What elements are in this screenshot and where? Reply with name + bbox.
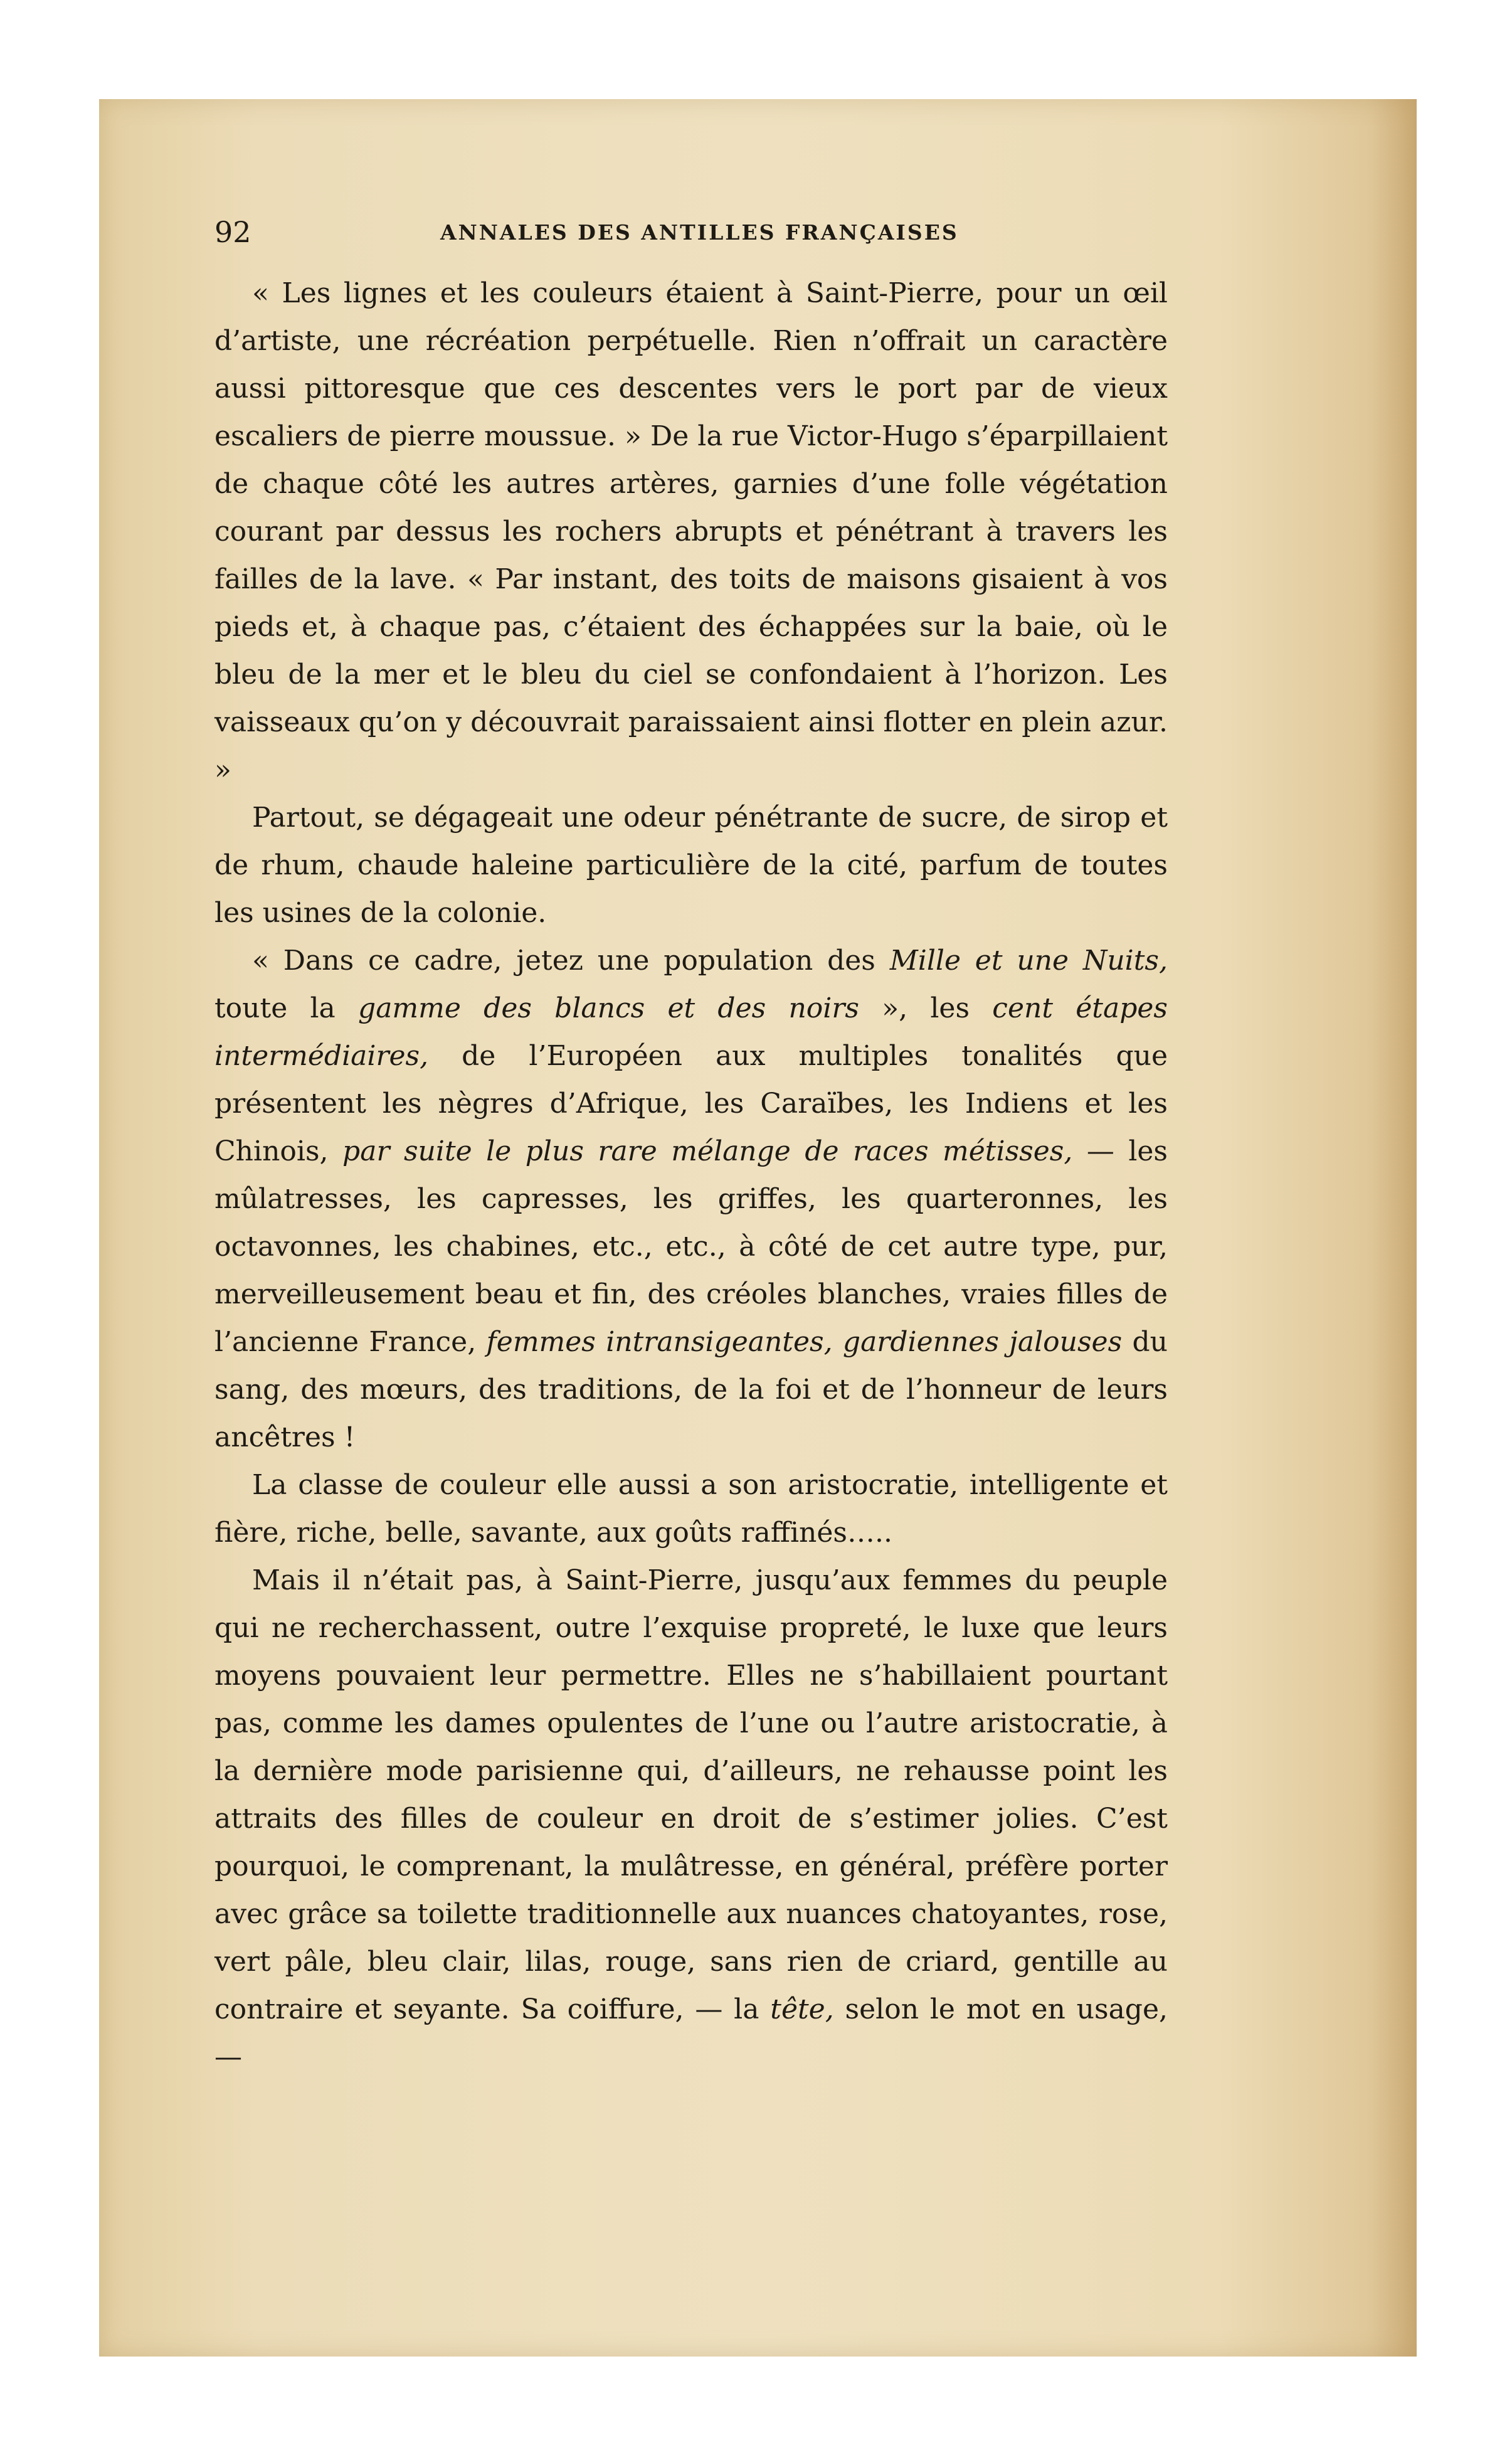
italic-segment: gamme des blancs et des noirs [358,992,859,1024]
running-head [214,213,1168,251]
italic-segment: tête, [770,1993,834,2025]
text-segment: toute la [214,992,359,1024]
italic-segment: par suite le plus rare mélange de races métisses, [342,1135,1073,1167]
italic-segment: cent étapes intermédiaires, [214,992,1168,1072]
text-segment: La classe de couleur elle aussi a son aristocratie, intelligente et fière, riche, belle, savante, aux goûts raffinés….. [214,1469,1168,1549]
text-segment: de l’Européen aux multiples tonalités que présentent les nègres d’Afrique, les Caraïbes, les Indiens et les Chinois, [214,1040,1168,1167]
paragraph-2 [214,794,1168,937]
paragraph-5 [214,1557,1168,2081]
text-segment: Partout, se dégageait une odeur pénétrante de sucre, de sirop et de rhum, chaude haleine particulière de la cité, parfum de toutes les usines de la colonie. [214,802,1168,929]
text-segment: », les [859,992,993,1024]
paragraph-4 [214,1461,1168,1557]
body-text [214,270,1168,2081]
paragraph-3 [214,937,1168,1461]
text-segment: du sang, des mœurs, des traditions, de la foi et de l’honneur de leurs ancêtres ! [214,1326,1168,1453]
text-segment: selon le mot en usage, — [214,1993,1168,2073]
text-segment: « Dans ce cadre, jetez une population des [252,945,890,977]
italic-segment: Mille et une Nuits, [889,945,1168,977]
paragraph-1 [214,270,1168,794]
text-segment: — les mûlatresses, les capresses, les griffes, les quarteronnes, les octavonnes, les chabines, etc., etc., à côté de cet autre type, pur, merveilleusement beau et fin, des créoles blanches, vraies filles de l’ancienne France, [214,1135,1168,1358]
page-number: 92 [214,215,251,249]
text-segment: « Les lignes et les couleurs étaient à Saint-Pierre, pour un œil d’artiste, une récréation perpétuelle. Rien n’offrait un caractère aussi pittoresque que ces descentes vers le port par de vieux escaliers de pierre moussue. » De la rue Victor-Hugo s’éparpillaient de chaque côté les autres artères, garnies d’une folle végétation courant par dessus les rochers abrupts et pénétrant à travers les failles de la lave. « Par instant, des toits de maisons gisaient à vos pieds et, à chaque pas, c’étaient des échappées sur la baie, où le bleu de la mer et le bleu du ciel se confondaient à l’horizon. Les vaisseaux qu’on y découvrait paraissaient ainsi flotter en plein azur. » [214,277,1168,786]
italic-segment: femmes intransigeantes, gardiennes jalouses [486,1326,1123,1358]
text-segment: Mais il n’était pas, à Saint-Pierre, jusqu’aux femmes du peuple qui ne recherchassent, outre l’exquise propreté, le luxe que leurs moyens pouvaient leur permettre. Elles ne s’habillaient pourtant pas, comme les dames opulentes de l’une ou l’autre aristocratie, à la dernière mode parisienne qui, d’ailleurs, ne rehausse point les attraits des filles de couleur en droit de s’estimer jolies. C’est pourquoi, le comprenant, la mulâtresse, en général, préfère porter avec grâce sa toilette traditionnelle aux nuances chatoyantes, rose, vert pâle, bleu clair, lilas, rouge, sans rien de criard, gentille au contraire et seyante. Sa coiffure, — la [214,1564,1168,2025]
running-title: ANNALES DES ANTILLES FRANÇAISES [440,220,959,245]
